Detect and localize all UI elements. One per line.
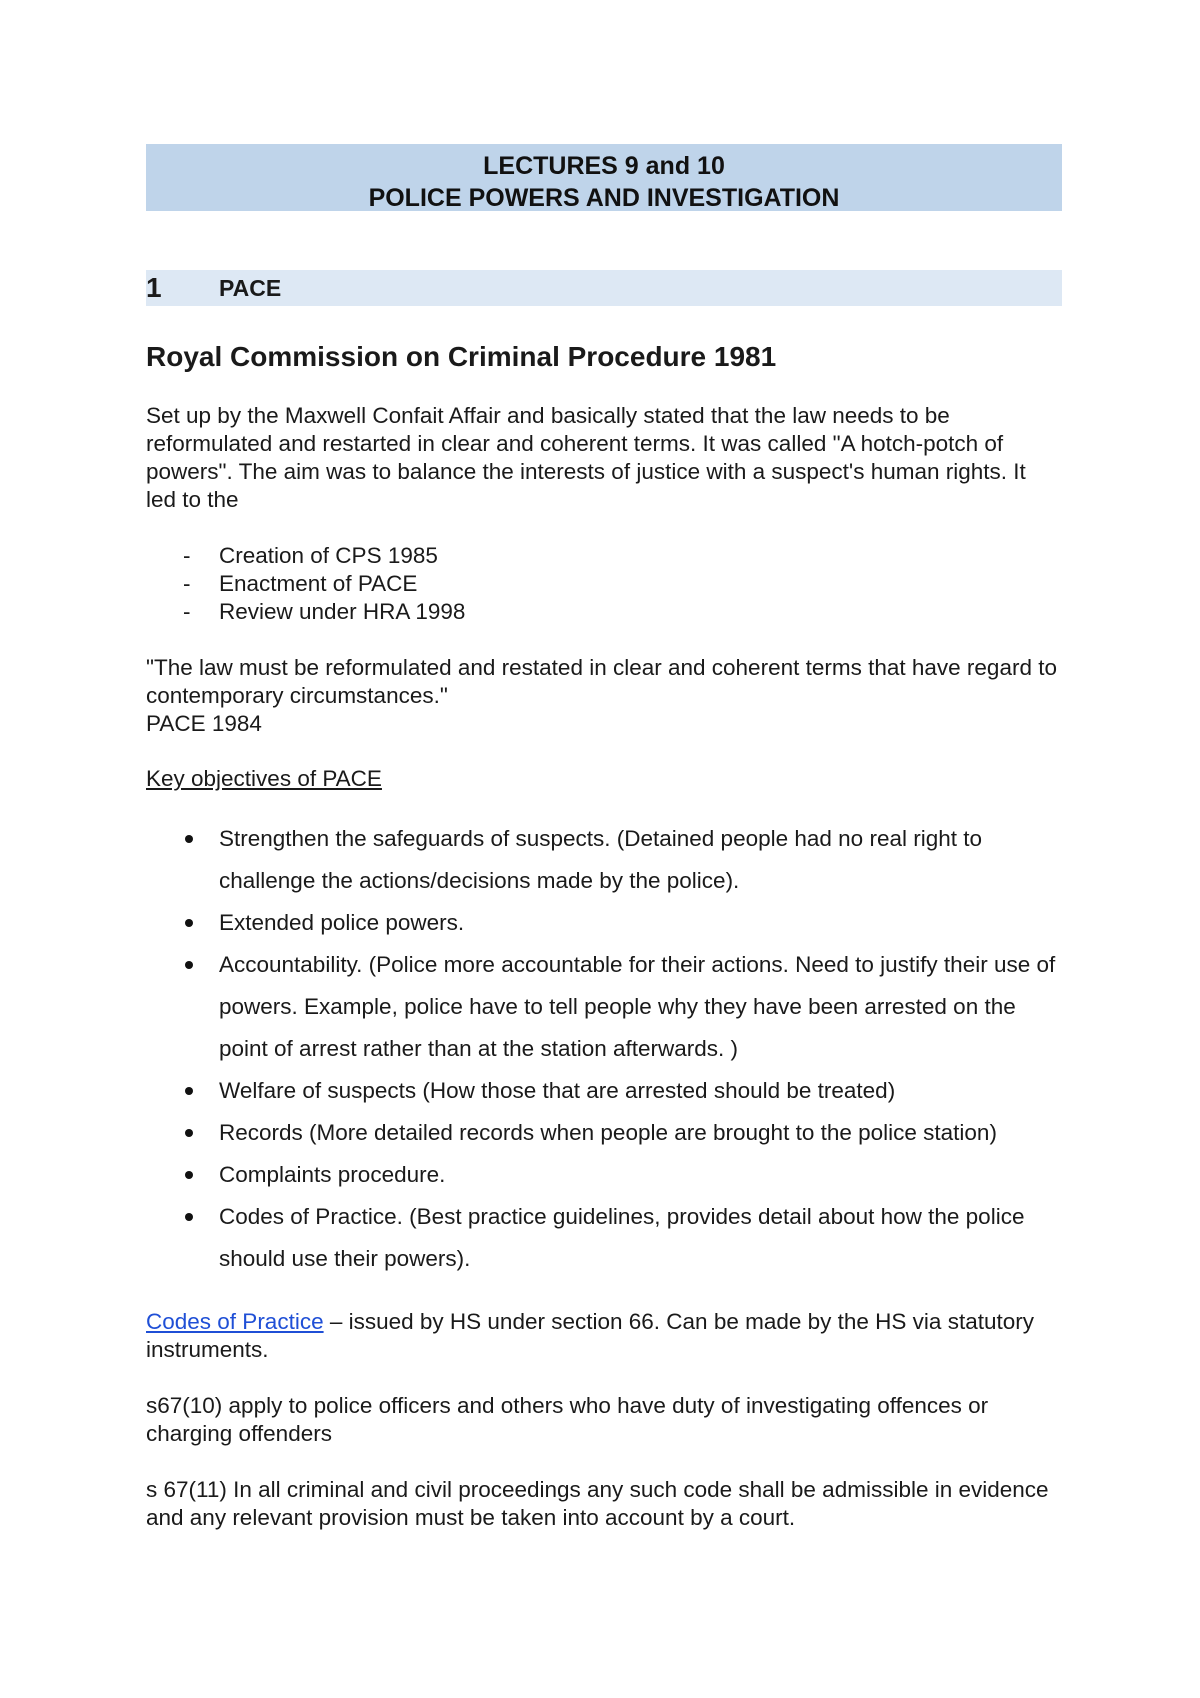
section-number: 1: [146, 272, 162, 303]
dash-list: [146, 542, 1062, 626]
dash-list-item: [146, 542, 1062, 570]
bullet-icon: [146, 818, 219, 902]
list-item: [146, 1112, 1062, 1154]
s67-10-paragraph: s67(10) apply to police officers and others who have duty of investigating offences or charging offenders: [146, 1393, 989, 1446]
codes-paragraph-text: – issued by HS under section 66. Can be made by the HS via statutory instruments.: [146, 1309, 1034, 1362]
list-item: [146, 1154, 1062, 1196]
list-item-text: Complaints procedure.: [219, 1162, 446, 1187]
dash-marker: -: [183, 599, 191, 624]
list-item: [146, 1196, 1062, 1280]
section-heading-bar: [146, 270, 1062, 306]
bullet-icon: [146, 1112, 219, 1154]
bullet-icon: [146, 1154, 219, 1196]
list-item-text: Welfare of suspects (How those that are arrested should be treated): [219, 1078, 896, 1103]
intro-paragraph: Set up by the Maxwell Confait Affair and basically stated that the law needs to be reformulated and restarted in clear and coherent terms. It was called "A hotch-potch of powers". The aim was to balance the interests of justice with a suspect's human rights. It led to the: [146, 403, 1026, 512]
dash-marker: -: [183, 571, 191, 596]
key-objectives-heading: Key objectives of PACE: [146, 766, 382, 791]
dash-item-text: Enactment of PACE: [219, 571, 418, 596]
list-item: [146, 1070, 1062, 1112]
bullet-icon: [146, 1070, 219, 1112]
list-item-text: Accountability. (Police more accountable for their actions. Need to justify their use of powers. Example, police have to tell people why they have been arrested on the point of arrest rather than at the station afterwards. ): [219, 952, 1056, 1061]
title-line-2: POLICE POWERS AND INVESTIGATION: [368, 184, 840, 212]
list-item: [146, 944, 1062, 1070]
list-item: [146, 818, 1062, 902]
codes-paragraph: [146, 1308, 1062, 1364]
codes-of-practice-link[interactable]: Codes of Practice: [146, 1309, 324, 1334]
dash-list-item: [146, 598, 1062, 626]
subheading: Royal Commission on Criminal Procedure 1981: [146, 341, 777, 372]
dash-item-text: Review under HRA 1998: [219, 599, 466, 624]
title-banner: [146, 144, 1062, 211]
bullet-icon: [146, 902, 219, 944]
list-item-text: Strengthen the safeguards of suspects. (Detained people had no real right to challenge the actions/decisions made by the police).: [219, 826, 983, 893]
title-line-1: LECTURES 9 and 10: [483, 152, 725, 180]
objectives-list: [146, 818, 1062, 1280]
dash-marker: -: [183, 543, 191, 568]
dash-list-item: [146, 570, 1062, 598]
list-item-text: Codes of Practice. (Best practice guidelines, provides detail about how the police should use their powers).: [219, 1204, 1025, 1271]
list-item-text: Records (More detailed records when people are brought to the police station): [219, 1120, 997, 1145]
list-item-text: Extended police powers.: [219, 910, 465, 935]
quote-source: PACE 1984: [146, 711, 262, 736]
quote-paragraph: "The law must be reformulated and restated in clear and coherent terms that have regard to contemporary circumstances.": [146, 655, 1057, 708]
s67-11-paragraph: s 67(11) In all criminal and civil proceedings any such code shall be admissible in evidence and any relevant provision must be taken into account by a court.: [146, 1477, 1049, 1530]
document-page: [146, 144, 1062, 1532]
list-item: [146, 902, 1062, 944]
bullet-icon: [146, 944, 219, 1070]
bullet-icon: [146, 1196, 219, 1280]
dash-item-text: Creation of CPS 1985: [219, 543, 438, 568]
section-title: PACE: [219, 274, 282, 301]
